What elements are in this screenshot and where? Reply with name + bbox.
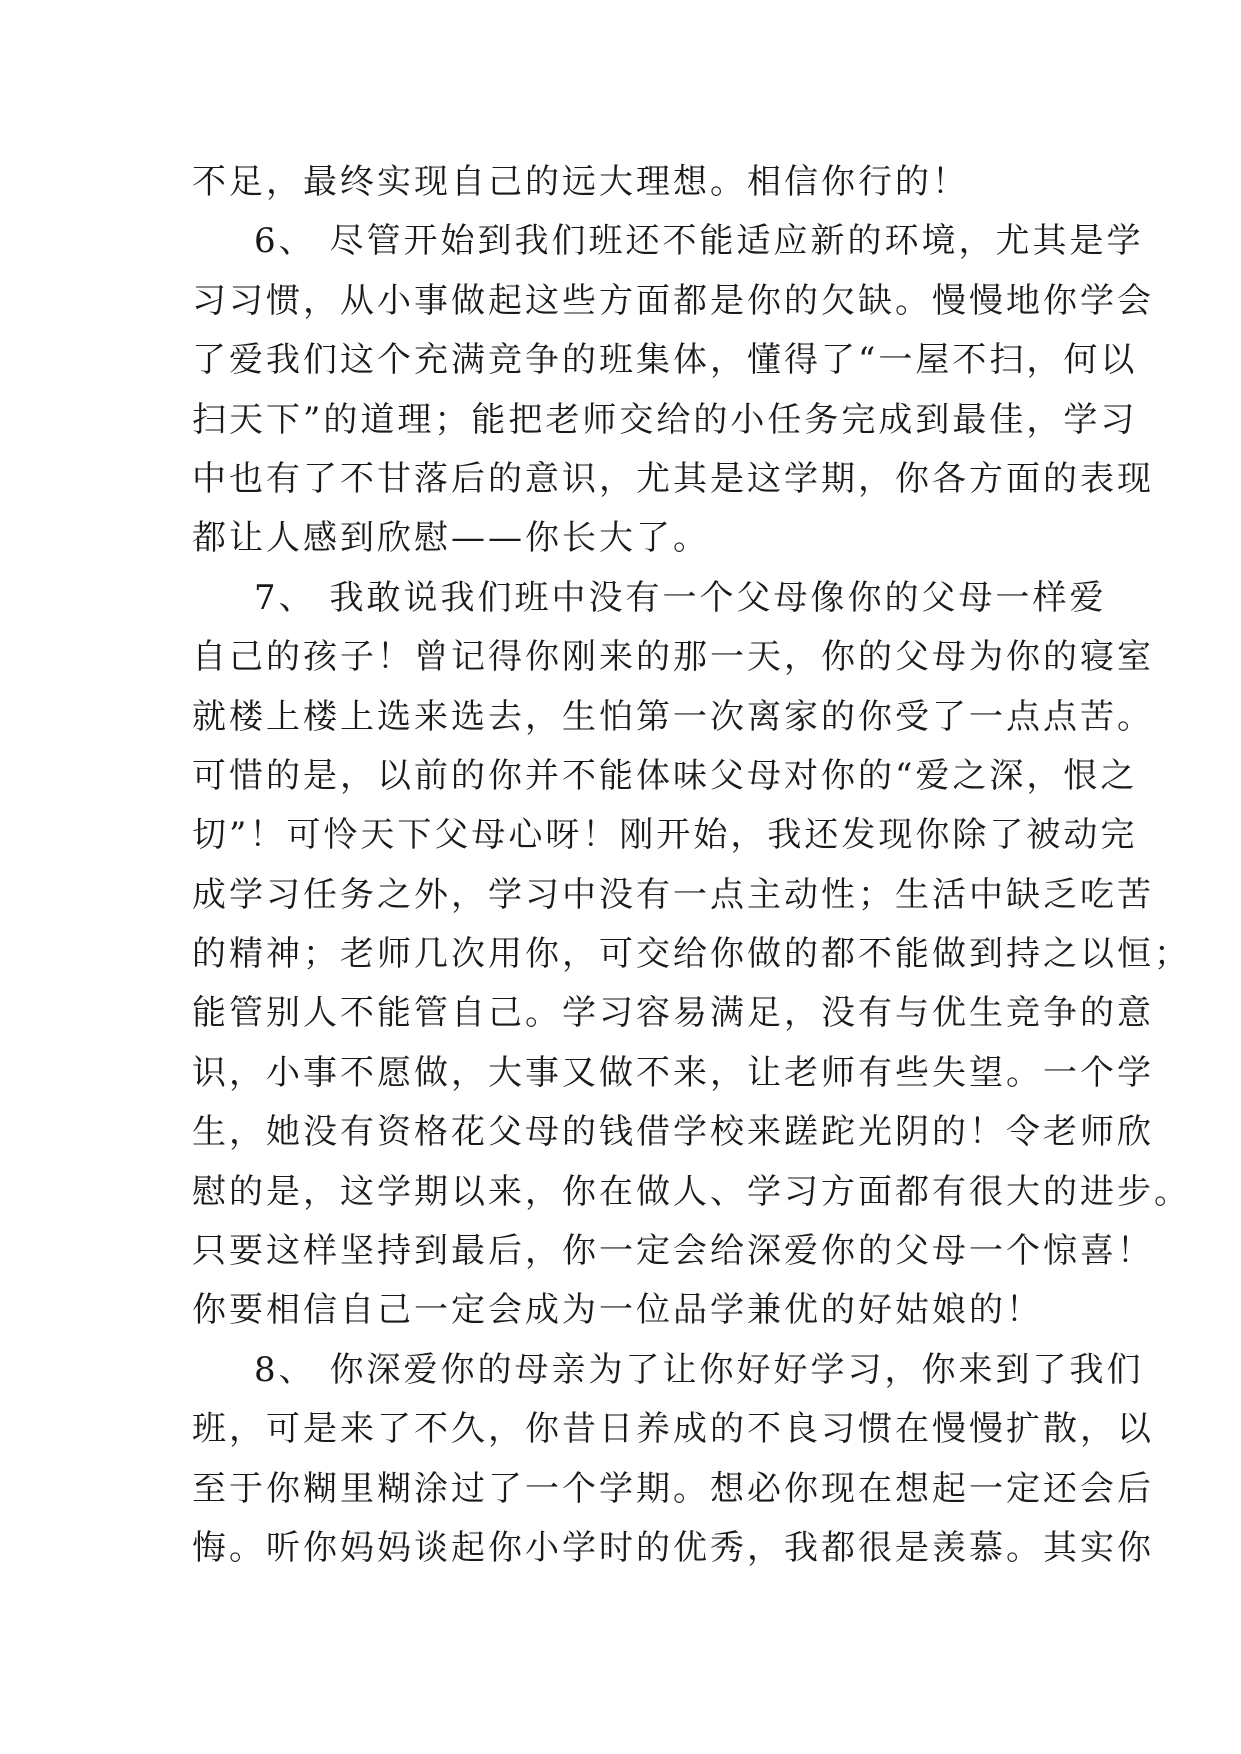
text-line: 自己的孩子！曾记得你刚来的那一天，你的父母为你的寝室 [192, 637, 1154, 678]
body-text [192, 153, 1191, 1578]
text-line: 都让人感到欣慰——你长大了。 [192, 518, 710, 559]
text-line: 不足，最终实现自己的远大理想。相信你行的！ [192, 162, 969, 202]
text-line: 成学习任务之外，学习中没有一点主动性；生活中缺乏吃苦 [192, 874, 1154, 915]
paragraph-8-start: 8、 你深爱你的母亲为了让你好好学习，你来到了我们 [254, 1349, 1144, 1390]
text-line: 中也有了不甘落后的意识，尤其是这学期，你各方面的表现 [192, 458, 1154, 499]
text-line: 识，小事不愿做，大事又做不来，让老师有些失望。一个学 [192, 1052, 1154, 1093]
text-line: 慰的是，这学期以来，你在做人、学习方面都有很大的进步。 [192, 1171, 1191, 1212]
text-line: 至于你糊里糊涂过了一个学期。想必你现在想起一定还会后 [192, 1468, 1154, 1509]
text-line: 只要这样坚持到最后，你一定会给深爱你的父母一个惊喜！ [192, 1231, 1154, 1272]
text-line: 班，可是来了不久，你昔日养成的不良习惯在慢慢扩散，以 [192, 1409, 1154, 1450]
text-line: 习习惯，从小事做起这些方面都是你的欠缺。慢慢地你学会 [192, 280, 1154, 321]
text-line: 的精神；老师几次用你，可交给你做的都不能做到持之以恒； [192, 934, 1191, 975]
text-line: 切”！可怜天下父母心呀！刚开始，我还发现你除了被动完 [192, 815, 1138, 856]
text-line: 悔。听你妈妈谈起你小学时的优秀，我都很是羡慕。其实你 [192, 1527, 1154, 1568]
text-line: 你要相信自己一定会成为一位品学兼优的好姑娘的！ [192, 1290, 1043, 1331]
paragraph-7-start: 7、 我敢说我们班中没有一个父母像你的父母一样爱 [254, 577, 1107, 618]
text-line: 了爱我们这个充满竞争的班集体，懂得了“一屋不扫，何以 [192, 340, 1138, 381]
text-line: 可惜的是，以前的你并不能体味父母对你的“爱之深，恨之 [192, 755, 1138, 796]
text-line: 就楼上楼上选来选去，生怕第一次离家的你受了一点点苦。 [192, 696, 1154, 737]
text-line: 扫天下”的道理；能把老师交给的小任务完成到最佳，学习 [192, 399, 1138, 440]
text-line: 生，她没有资格花父母的钱借学校来蹉跎光阴的！令老师欣 [192, 1112, 1154, 1153]
paragraph-6-start: 6、 尽管开始到我们班还不能适应新的环境，尤其是学 [254, 221, 1144, 262]
text-line: 能管别人不能管自己。学习容易满足，没有与优生竞争的意 [192, 993, 1154, 1034]
